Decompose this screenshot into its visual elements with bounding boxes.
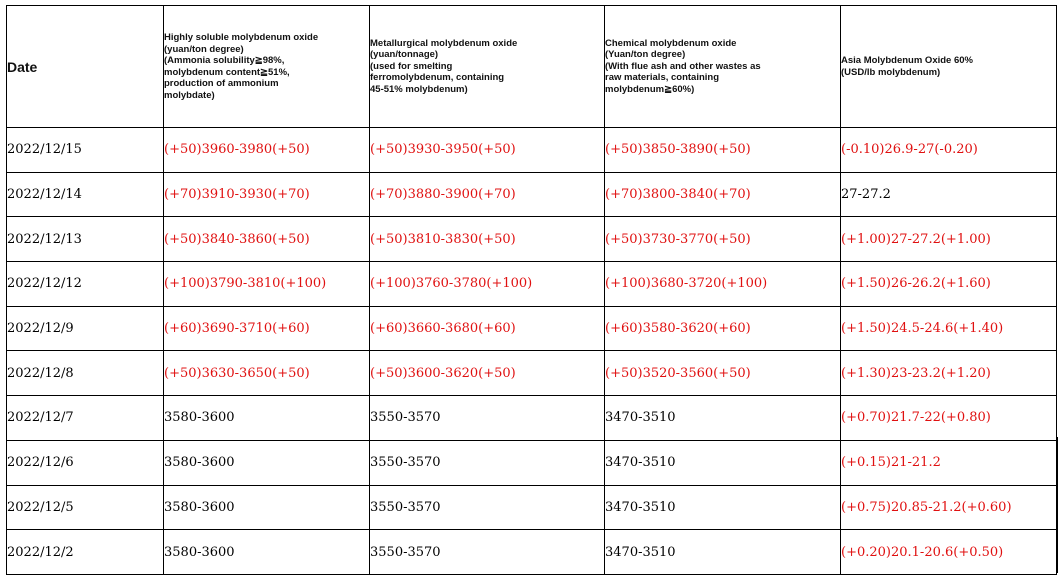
chemical-price-cell: (+50)3730-3770(+50) (605, 217, 841, 262)
metallurgical-price-cell: 3550-3570 (370, 440, 605, 485)
header-asia-oxide-60: Asia Molybdenum Oxide 60% (USD/lb molybdenum) (841, 6, 1057, 128)
highly-soluble-price-cell: (+50)3960-3980(+50) (164, 128, 370, 173)
table-row (7, 351, 1057, 396)
asia-price-cell: (+0.75)20.85-21.2(+0.60) (841, 485, 1057, 530)
table-header-row (7, 6, 1057, 128)
table-row (7, 530, 1057, 575)
date-cell: 2022/12/8 (7, 351, 164, 396)
chemical-price-cell: (+50)3850-3890(+50) (605, 128, 841, 173)
table-row (7, 172, 1057, 217)
table-row (7, 262, 1057, 307)
table-row (7, 440, 1057, 485)
asia-price-cell: (+1.50)24.5-24.6(+1.40) (841, 306, 1057, 351)
date-cell: 2022/12/14 (7, 172, 164, 217)
asia-price-cell: (+1.00)27-27.2(+1.00) (841, 217, 1057, 262)
chemical-price-cell: 3470-3510 (605, 485, 841, 530)
date-cell: 2022/12/15 (7, 128, 164, 173)
date-cell: 2022/12/7 (7, 396, 164, 441)
date-cell: 2022/12/5 (7, 485, 164, 530)
asia-price-cell: (+0.15)21-21.2 (841, 440, 1057, 485)
table-row (7, 128, 1057, 173)
chemical-price-cell: (+60)3580-3620(+60) (605, 306, 841, 351)
asia-price-cell: (-0.10)26.9-27(-0.20) (841, 128, 1057, 173)
metallurgical-price-cell: (+70)3880-3900(+70) (370, 172, 605, 217)
chemical-price-cell: (+70)3800-3840(+70) (605, 172, 841, 217)
asia-price-cell: (+0.70)21.7-22(+0.80) (841, 396, 1057, 441)
asia-price-cell: (+1.50)26-26.2(+1.60) (841, 262, 1057, 307)
table-row (7, 306, 1057, 351)
metallurgical-price-cell: (+50)3810-3830(+50) (370, 217, 605, 262)
asia-price-cell: (+1.30)23-23.2(+1.20) (841, 351, 1057, 396)
table-edge-line (1057, 437, 1058, 573)
metallurgical-price-cell: (+100)3760-3780(+100) (370, 262, 605, 307)
metallurgical-price-cell: (+50)3930-3950(+50) (370, 128, 605, 173)
asia-price-cell: 27-27.2 (841, 172, 1057, 217)
highly-soluble-price-cell: 3580-3600 (164, 485, 370, 530)
chemical-price-cell: 3470-3510 (605, 440, 841, 485)
metallurgical-price-cell: 3550-3570 (370, 485, 605, 530)
table-body (7, 128, 1057, 575)
header-metallurgical-oxide: Metallurgical molybdenum oxide (yuan/tonnage) (used for smelting ferromolybdenum, containing 45-51% molybdenum) (370, 6, 605, 128)
header-highly-soluble-oxide: Highly soluble molybdenum oxide (yuan/ton degree) (Ammonia solubility≧98%, molybdenum content≧51%, production of ammonium molybdate) (164, 6, 370, 128)
date-cell: 2022/12/12 (7, 262, 164, 307)
highly-soluble-price-cell: (+50)3630-3650(+50) (164, 351, 370, 396)
molybdenum-price-table (6, 5, 1057, 575)
highly-soluble-price-cell: 3580-3600 (164, 530, 370, 575)
header-date: Date (7, 6, 164, 128)
date-cell: 2022/12/6 (7, 440, 164, 485)
metallurgical-price-cell: (+50)3600-3620(+50) (370, 351, 605, 396)
highly-soluble-price-cell: (+60)3690-3710(+60) (164, 306, 370, 351)
table-row (7, 396, 1057, 441)
highly-soluble-price-cell: 3580-3600 (164, 440, 370, 485)
table-row (7, 485, 1057, 530)
chemical-price-cell: 3470-3510 (605, 396, 841, 441)
header-chemical-oxide: Chemical molybdenum oxide (Yuan/ton degree) (With flue ash and other wastes as raw materials, containing molybdenum≧60%) (605, 6, 841, 128)
highly-soluble-price-cell: (+50)3840-3860(+50) (164, 217, 370, 262)
chemical-price-cell: (+50)3520-3560(+50) (605, 351, 841, 396)
asia-price-cell: (+0.20)20.1-20.6(+0.50) (841, 530, 1057, 575)
metallurgical-price-cell: (+60)3660-3680(+60) (370, 306, 605, 351)
date-cell: 2022/12/13 (7, 217, 164, 262)
highly-soluble-price-cell: 3580-3600 (164, 396, 370, 441)
table-row (7, 217, 1057, 262)
metallurgical-price-cell: 3550-3570 (370, 396, 605, 441)
date-cell: 2022/12/9 (7, 306, 164, 351)
metallurgical-price-cell: 3550-3570 (370, 530, 605, 575)
chemical-price-cell: 3470-3510 (605, 530, 841, 575)
highly-soluble-price-cell: (+100)3790-3810(+100) (164, 262, 370, 307)
highly-soluble-price-cell: (+70)3910-3930(+70) (164, 172, 370, 217)
date-cell: 2022/12/2 (7, 530, 164, 575)
chemical-price-cell: (+100)3680-3720(+100) (605, 262, 841, 307)
